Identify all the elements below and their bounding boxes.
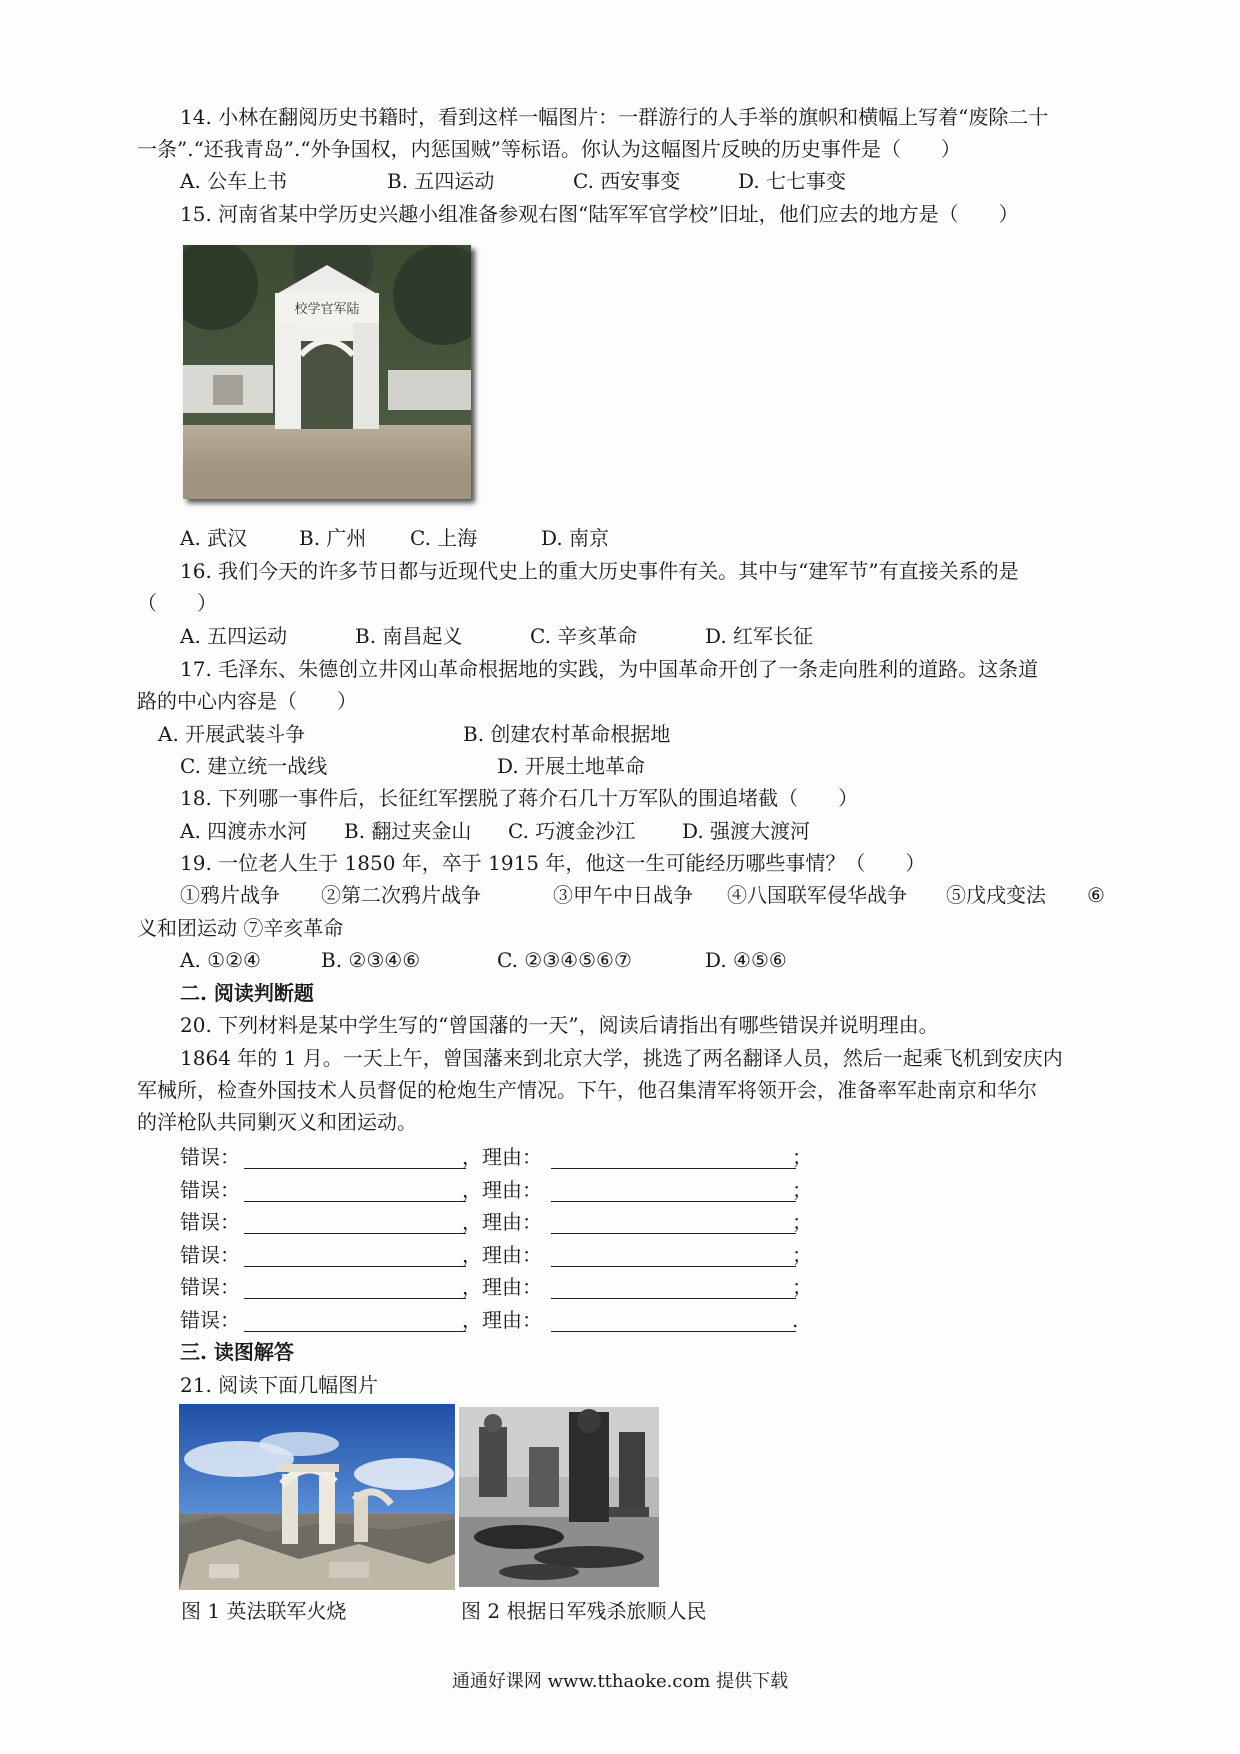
q19-event-1: ①鸦片战争 <box>180 883 280 907</box>
section-3-heading: 三. 读图解答 <box>180 1340 294 1364</box>
q20-para-line2: 军械所，检查外国技术人员督促的枪炮生产情况。下午，他召集清军将领开会，准备率军赴南京和华尔 <box>137 1078 1037 1102</box>
q15-option-a: A. 武汉 <box>180 526 248 550</box>
error-label: 错误： <box>180 1178 240 1202</box>
section-2-heading: 二. 阅读判断题 <box>180 981 314 1005</box>
reason-label: ，理由： <box>462 1308 542 1332</box>
q15-option-d: D. 南京 <box>541 526 610 550</box>
error-blank-2[interactable] <box>244 1201 466 1202</box>
error-label: 错误： <box>180 1145 240 1169</box>
reason-blank-5[interactable] <box>551 1298 796 1299</box>
reason-blank-4[interactable] <box>551 1266 796 1267</box>
error-blank-6[interactable] <box>244 1331 466 1332</box>
error-blank-1[interactable] <box>244 1168 466 1169</box>
figure-1-caption: 图 1 英法联军火烧 <box>181 1599 347 1623</box>
q19-option-c: C. ②③④⑤⑥⑦ <box>497 948 632 972</box>
q14-option-a: A. 公车上书 <box>180 169 288 193</box>
error-blank-5[interactable] <box>244 1298 466 1299</box>
gate-sign-text: 校学官军陆 <box>294 302 360 317</box>
error-label: 错误： <box>180 1308 240 1332</box>
q19-option-b: B. ②③④⑥ <box>321 948 421 972</box>
q19-line1: 19. 一位老人生于 1850 年，卒于 1915 年，他这一生可能经历哪些事情？（ ） <box>180 851 926 875</box>
q14-option-d: D. 七七事变 <box>738 169 847 193</box>
q19-event-4: ④八国联军侵华战争 <box>727 883 907 907</box>
row-end: ； <box>792 1243 812 1267</box>
q14-option-c: C. 西安事变 <box>573 169 681 193</box>
q17-option-c: C. 建立统一战线 <box>180 754 328 778</box>
row-end: ； <box>792 1210 812 1234</box>
q14-line1: 14. 小林在翻阅历史书籍时，看到这样一幅图片：一群游行的人手举的旗帜和横幅上写着“废除二十 <box>180 105 1049 129</box>
reason-label: ，理由： <box>462 1210 542 1234</box>
q17-line1: 17. 毛泽东、朱德创立井冈山革命根据地的实践，为中国革命开创了一条走向胜利的道路。这条道 <box>180 657 1039 681</box>
q21-line1: 21. 阅读下面几幅图片 <box>180 1373 379 1397</box>
q19-event-3: ③甲午中日战争 <box>553 883 693 907</box>
q15-line1: 15. 河南省某中学历史兴趣小组准备参观右图“陆军军官学校”旧址，他们应去的地方是（ ） <box>180 202 1019 226</box>
q14-line2: 一条”.“还我青岛”.“外争国权，内惩国贼”等标语。你认为这幅图片反映的历史事件是（ ） <box>137 137 961 161</box>
q16-option-a: A. 五四运动 <box>180 624 288 648</box>
reason-label: ，理由： <box>462 1178 542 1202</box>
row-end: ； <box>792 1275 812 1299</box>
q15-option-c: C. 上海 <box>410 526 478 550</box>
q17-option-a: A. 开展武装斗争 <box>158 722 306 746</box>
yuanmingyuan-ruins-photo <box>179 1404 455 1590</box>
q18-option-b: B. 翻过夹金山 <box>344 819 472 843</box>
q14-option-b: B. 五四运动 <box>387 169 495 193</box>
q16-line1: 16. 我们今天的许多节日都与近现代史上的重大历史事件有关。其中与“建军节”有直接关系的是 <box>180 559 1019 583</box>
q15-option-b: B. 广州 <box>299 526 367 550</box>
q18-option-c: C. 巧渡金沙江 <box>508 819 636 843</box>
reason-label: ，理由： <box>462 1243 542 1267</box>
q19-event-5: ⑤戊戌变法 <box>946 883 1046 907</box>
reason-label: ，理由： <box>462 1275 542 1299</box>
lushun-massacre-photo <box>459 1407 659 1587</box>
row-end: ； <box>792 1145 812 1169</box>
q20-para-line3: 的洋枪队共同剿灭义和团运动。 <box>137 1110 417 1134</box>
page-footer: 通通好课网 www.tthaoke.com 提供下载 <box>451 1671 789 1692</box>
q19-event-2: ②第二次鸦片战争 <box>321 883 481 907</box>
error-label: 错误： <box>180 1243 240 1267</box>
q16-option-c: C. 辛亥革命 <box>530 624 638 648</box>
error-blank-4[interactable] <box>244 1266 466 1267</box>
q20-para-line1: 1864 年的 1 月。一天上午，曾国藩来到北京大学，挑选了两名翻译人员，然后一起乘飞机到安庆内 <box>180 1046 1063 1070</box>
q17-option-d: D. 开展土地革命 <box>497 754 646 778</box>
figure-2-caption: 图 2 根据日军残杀旅顺人民 <box>461 1599 707 1623</box>
q17-option-b: B. 创建农村革命根据地 <box>463 722 671 746</box>
reason-blank-2[interactable] <box>551 1201 796 1202</box>
q19-option-d: D. ④⑤⑥ <box>705 948 787 972</box>
reason-blank-1[interactable] <box>551 1168 796 1169</box>
q16-line2: （ ） <box>137 591 217 615</box>
reason-blank-3[interactable] <box>551 1233 796 1234</box>
q20-line1: 20. 下列材料是某中学生写的“曾国藩的一天”，阅读后请指出有哪些错误并说明理由。 <box>180 1013 939 1037</box>
q19-events-line2: 义和团运动 ⑦辛亥革命 <box>137 916 344 940</box>
error-label: 错误： <box>180 1275 240 1299</box>
q16-option-b: B. 南昌起义 <box>355 624 463 648</box>
q17-line2: 路的中心内容是（ ） <box>137 689 357 713</box>
q18-line1: 18. 下列哪一事件后，长征红军摆脱了蒋介石几十万军队的围追堵截（ ） <box>180 786 859 810</box>
q18-option-a: A. 四渡赤水河 <box>180 819 308 843</box>
reason-blank-6[interactable] <box>551 1331 796 1332</box>
q18-option-d: D. 强渡大渡河 <box>682 819 811 843</box>
military-academy-gate-photo <box>183 245 471 499</box>
error-blank-3[interactable] <box>244 1233 466 1234</box>
q19-option-a: A. ①②④ <box>180 948 261 972</box>
reason-label: ，理由： <box>462 1145 542 1169</box>
q16-option-d: D. 红军长征 <box>705 624 814 648</box>
row-end: . <box>792 1308 799 1332</box>
error-label: 错误： <box>180 1210 240 1234</box>
row-end: ； <box>792 1178 812 1202</box>
q19-event-6: ⑥ <box>1087 883 1105 907</box>
